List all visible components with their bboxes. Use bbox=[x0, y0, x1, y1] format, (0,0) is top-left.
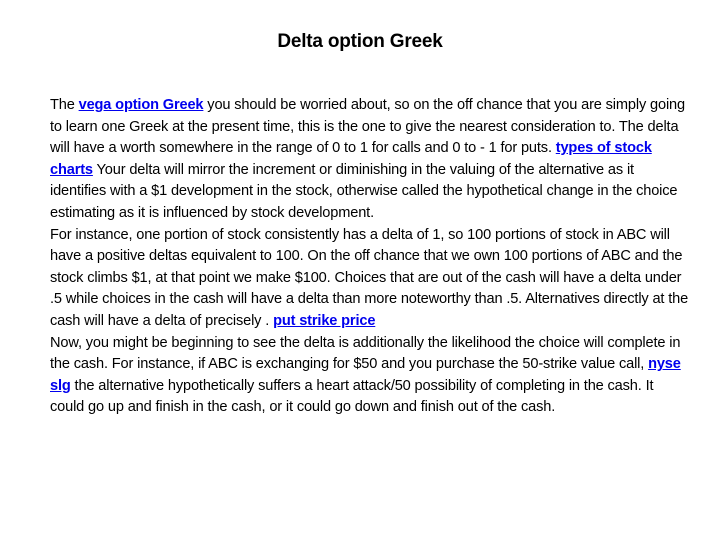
paragraph-2 bbox=[50, 225, 690, 333]
paragraph-3-text-b: the alternative hypothetically suffers a heart attack/50 possibility of completing in the cash. It could go up and finish in the cash, or it could go down and finish out of the cash. bbox=[50, 377, 654, 416]
paragraph-1-text-b: you should be worried about, so on the off chance that you are simply going to learn one Greek at the present time, this is the one to give the nearest consideration to. The delta will have a worth somewhere in the range of 0 to 1 for calls and 0 to - 1 for puts. bbox=[50, 97, 685, 157]
paragraph-1-text-c: Your delta will mirror the increment or diminishing in the valuing of the alternative as it identifies with a $1 development in the stock, otherwise called the hypothetical change in the choice estimating as it is influenced by stock development. bbox=[50, 161, 678, 221]
link-nyse-slg[interactable]: nyse slg bbox=[50, 356, 681, 394]
link-vega-option-greek[interactable]: vega option Greek bbox=[78, 97, 204, 113]
article-body bbox=[50, 95, 690, 419]
page-title: Delta option Greek bbox=[277, 31, 443, 52]
paragraph-2-text-a: For instance, one portion of stock consistently has a delta of 1, so 100 portions of stock in ABC will have a positive deltas equivalent to 100. On the off chance that we own 100 portions of ABC and the stock climbs $1, at that point we make $100. Choices that are out of the cash will have a delta under .5 while choices in the cash will have a delta than more noteworthy than .5. Alternatives directly at the cash will have a delta of precisely . bbox=[50, 226, 689, 329]
link-put-strike-price[interactable]: put strike price bbox=[273, 312, 376, 329]
paragraph-1-text-a: The bbox=[50, 97, 79, 113]
paragraph-3 bbox=[50, 333, 690, 419]
paragraph-3-text-a: Now, you might be beginning to see the delta is additionally the likelihood the choice will complete in the cash. For instance, if ABC is exchanging for $50 and you purchase the 50-strike value call, bbox=[50, 334, 681, 373]
paragraph-1 bbox=[50, 95, 690, 225]
link-types-of-stock-charts[interactable]: types of stock charts bbox=[50, 140, 652, 178]
